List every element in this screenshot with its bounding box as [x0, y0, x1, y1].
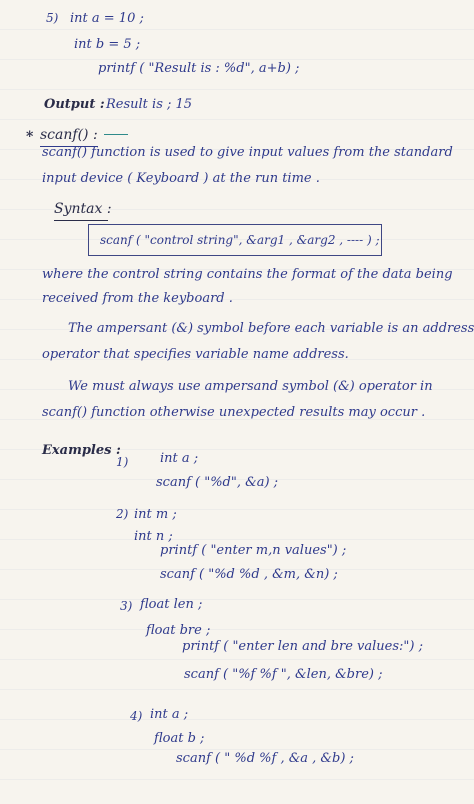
example-4-line-3: scanf ( " %d %f , &a , &b) ; — [176, 751, 354, 766]
example-5-line-2: int b = 5 ; — [74, 37, 141, 52]
syntax-label: Syntax : — [54, 201, 112, 217]
para-3-line-1: We must always use ampersand symbol (&) operator in — [68, 379, 433, 394]
example-1-line-2: scanf ( "%d", &a) ; — [156, 475, 279, 490]
scanf-heading-dash — [104, 134, 128, 135]
example-4-number: 4) — [130, 709, 143, 723]
example-2-line-4: scanf ( "%d %d , &m, &n) ; — [160, 567, 338, 582]
syntax-text: scanf ( "control string", &arg1 , &arg2 , ---- ) ; — [100, 233, 380, 247]
example-5-line-3: printf ( "Result is : %d", a+b) ; — [98, 61, 300, 76]
scanf-heading: scanf() : — [40, 127, 98, 143]
output-value: Result is ; 15 — [106, 97, 193, 112]
example-4-line-1: int a ; — [150, 707, 189, 722]
example-3-line-1: float len ; — [140, 597, 203, 612]
para-2-line-2: operator that specifies variable name address. — [42, 347, 349, 362]
example-5-number: 5) — [46, 11, 59, 25]
example-2-line-1: int m ; — [134, 507, 177, 522]
example-3-line-3: printf ( "enter len and bre values:") ; — [182, 639, 423, 654]
para-1-line-2: received from the keyboard . — [42, 291, 233, 306]
example-2-number: 2) — [116, 507, 129, 521]
example-3-line-2: float bre ; — [146, 623, 211, 638]
example-3-number: 3) — [120, 599, 133, 613]
example-4-line-2: float b ; — [154, 731, 205, 746]
para-1-line-1: where the control string contains the format of the data being — [42, 267, 453, 282]
example-5-line-1: int a = 10 ; — [70, 11, 144, 26]
example-2-line-3: printf ( "enter m,n values") ; — [160, 543, 347, 558]
example-1-number: 1) — [116, 455, 129, 469]
example-1-line-1: int a ; — [160, 451, 199, 466]
bullet-star: * — [26, 129, 34, 145]
syntax-label-underline — [54, 220, 108, 221]
output-label: Output : — [44, 97, 105, 112]
para-2-line-1: The ampersant (&) symbol before each variable is an address — [68, 321, 474, 336]
examples-label: Examples : — [42, 443, 121, 458]
para-3-line-2: scanf() function otherwise unexpected results may occur . — [42, 405, 426, 420]
example-3-line-4: scanf ( "%f %f ", &len, &bre) ; — [184, 667, 383, 682]
example-2-line-2: int n ; — [134, 529, 173, 544]
scanf-desc-line-2: input device ( Keyboard ) at the run time . — [42, 171, 320, 186]
scanf-desc-line-1: scanf() function is used to give input values from the standard — [42, 145, 453, 160]
